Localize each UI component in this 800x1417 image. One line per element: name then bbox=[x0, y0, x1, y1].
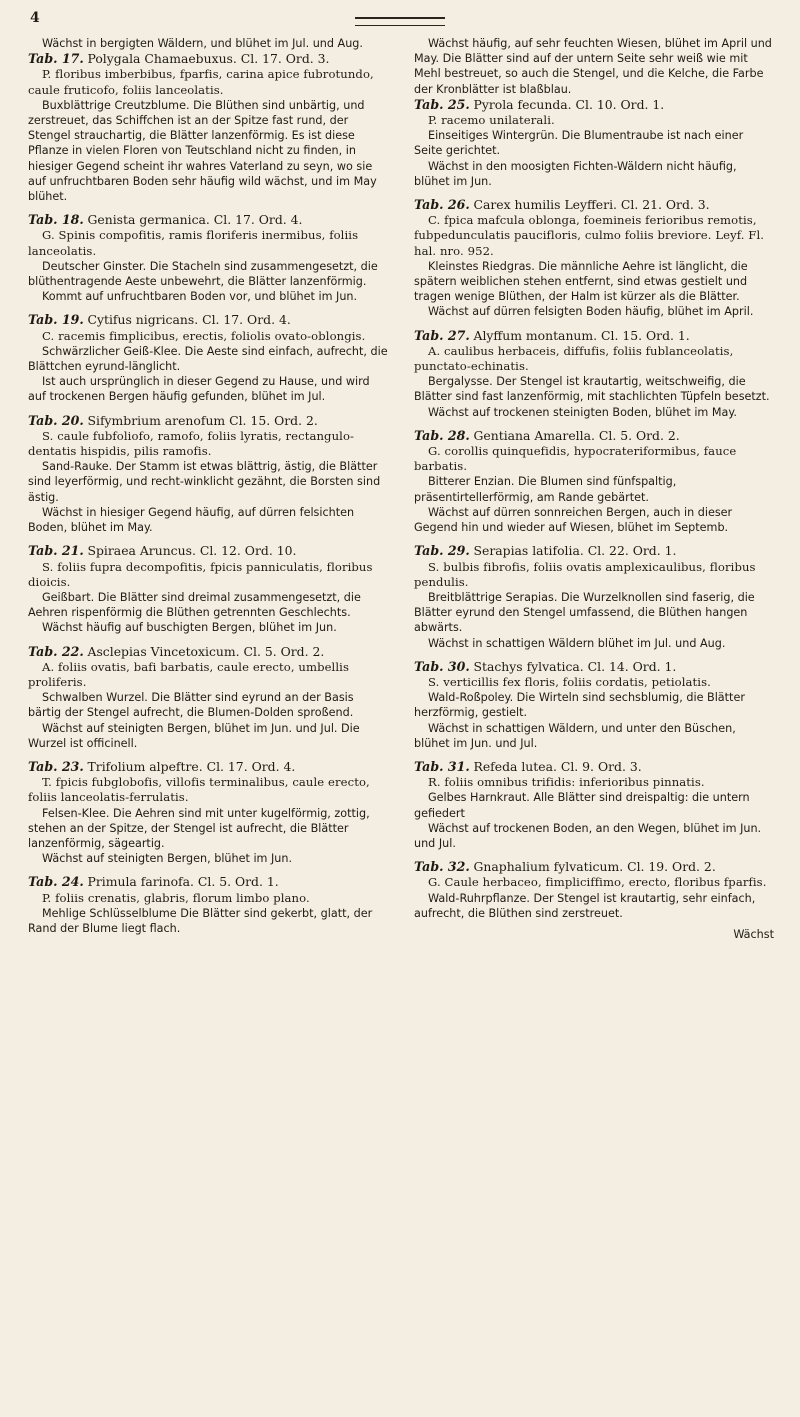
entry-heading bbox=[414, 543, 774, 559]
habitat-text: Wächst auf steinigten Bergen, blühet im Jun. und Jul. Die Wurzel ist officinell. bbox=[28, 721, 360, 750]
entry-heading bbox=[28, 312, 388, 328]
species-entry bbox=[414, 759, 774, 851]
latin-diagnosis: S. foliis fupra decompofitis, fpicis panniculatis, floribus dioicis. bbox=[28, 559, 373, 589]
entry-heading bbox=[414, 197, 774, 213]
entry-heading bbox=[414, 859, 774, 875]
tab-label: Tab. 32. bbox=[414, 859, 470, 875]
german-description: Kleinstes Riedgras. Die männliche Aehre ist länglicht, die spätern weiblichen stehen entfernt, sind etwas gestielt und tragen wenige Blüthen, der Halm ist kürzer als die Blätter. bbox=[414, 259, 748, 304]
tab-label: Tab. 21. bbox=[28, 543, 84, 559]
entry-heading bbox=[28, 51, 388, 67]
habitat-text: Wächst auf dürren felsigten Boden häufig, blühet im April. bbox=[428, 305, 754, 319]
left-entries bbox=[28, 51, 388, 936]
german-description: Schwalben Wurzel. Die Blätter sind eyrund an der Basis bärtig der Stengel aufrecht, die Blumen-Dolden sproßend. bbox=[28, 691, 354, 720]
tab-label: Tab. 29. bbox=[414, 543, 470, 559]
latin-diagnosis: A. foliis ovatis, bafi barbatis, caule erecto, umbellis proliferis. bbox=[28, 659, 350, 689]
species-entry bbox=[28, 312, 388, 404]
latin-diagnosis: C. fpica mafcula oblonga, foemineis ferioribus remotis, fubpedunculatis paucifloris, culmo foliis breviore. Leyf. Fl. hal. nro. 952. bbox=[414, 213, 765, 258]
habitat-text: Wächst in schattigen Wäldern blühet im Jul. und Aug. bbox=[428, 636, 726, 650]
species-name: Primula farinofa. Cl. 5. Ord. 1. bbox=[87, 874, 279, 890]
german-description: Buxblättrige Creutzblume. Die Blüthen sind unbärtig, und zerstreuet, das Schiffchen ist an der Spitze fast rund, der Stengel strauchartig, die Blätter lanzenförmig. Es ist diese Pflanze in vielen Floren von Teutschland nicht zu finden, in hiesiger Gegend scheint ihr wahres Vaterland zu seyn, wo sie auf unfruchtbaren Boden sehr häufig wild wächst, und im May blühet. bbox=[28, 98, 377, 204]
species-name: Genista germanica. Cl. 17. Ord. 4. bbox=[87, 212, 303, 228]
entry-heading bbox=[414, 97, 774, 113]
species-entry bbox=[28, 543, 388, 635]
entry-heading bbox=[28, 644, 388, 660]
species-entry bbox=[414, 859, 774, 921]
species-name: Spiraea Aruncus. Cl. 12. Ord. 10. bbox=[87, 543, 297, 559]
tab-label: Tab. 30. bbox=[414, 658, 470, 674]
german-description: Bitterer Enzian. Die Blumen sind fünfspaltig, präsentirtellerförmig, am Rande gebärtet. bbox=[414, 475, 677, 504]
latin-diagnosis: C. racemis fimplicibus, erectis, foliolis ovato-oblongis. bbox=[42, 328, 366, 343]
species-name: Polygala Chamaebuxus. Cl. 17. Ord. 3. bbox=[87, 51, 330, 67]
species-entry bbox=[414, 543, 774, 650]
latin-diagnosis: A. caulibus herbaceis, diffufis, foliis fublanceolatis, punctato-echinatis. bbox=[414, 343, 734, 374]
habitat-text: Ist auch ursprünglich in dieser Gegend zu Hause, und wird auf trockenen Bergen häufig gefunden, blühet im Jul. bbox=[28, 375, 370, 404]
habitat-text: Wächst häufig auf buschigten Bergen, blühet im Jun. bbox=[42, 621, 337, 635]
header-ornament bbox=[355, 17, 445, 26]
german-description: Schwärzlicher Geiß-Klee. Die Aeste sind einfach, aufrecht, die Blättchen eyrund-länglicht. bbox=[28, 344, 388, 374]
species-name: Cytifus nigricans. Cl. 17. Ord. 4. bbox=[87, 312, 291, 328]
habitat-text: Wächst auf trockenen steinigten Boden, blühet im May. bbox=[428, 405, 737, 419]
tab-label: Tab. 24. bbox=[28, 874, 84, 890]
habitat-text: Kommt auf unfruchtbaren Boden vor, und blühet im Jun. bbox=[42, 290, 358, 304]
page-number: 4 bbox=[30, 10, 40, 26]
right-column bbox=[414, 36, 774, 942]
german-description: Sand-Rauke. Der Stamm ist etwas blättrig, ästig, die Blätter sind leyerförmig, und recht-winklicht gezähnt, die Borsten sind ästig. bbox=[28, 460, 381, 504]
tab-label: Tab. 18. bbox=[28, 212, 84, 228]
latin-diagnosis: P. racemo unilaterali. bbox=[428, 113, 555, 128]
tab-label: Tab. 25. bbox=[414, 96, 470, 112]
entry-heading bbox=[414, 428, 774, 444]
german-description: Gelbes Harnkraut. Alle Blätter sind dreispaltig: die untern gefiedert bbox=[414, 791, 750, 820]
species-name: Pyrola fecunda. Cl. 10. Ord. 1. bbox=[473, 96, 665, 112]
species-name: Serapias latifolia. Cl. 22. Ord. 1. bbox=[473, 543, 677, 559]
entry-heading bbox=[414, 328, 774, 344]
continuation-text: Wächst in bergigten Wäldern, und blühet im Jul. und Aug. bbox=[42, 37, 363, 50]
entry-heading bbox=[28, 413, 388, 429]
entry-heading bbox=[28, 543, 388, 559]
tab-label: Tab. 27. bbox=[414, 327, 470, 343]
habitat-text: Wächst in schattigen Wäldern, und unter den Büschen, blühet im Jun. und Jul. bbox=[414, 721, 736, 750]
species-name: Sifymbrium arenofum Cl. 15. Ord. 2. bbox=[87, 412, 318, 428]
latin-diagnosis: G. Caule herbaceo, fimpliciffimo, erecto, floribus fparfis. bbox=[428, 875, 767, 890]
latin-diagnosis: S. bulbis fibrofis, foliis ovatis amplexicaulibus, floribus pendulis. bbox=[414, 559, 756, 589]
species-entry bbox=[414, 97, 774, 189]
species-entry bbox=[28, 874, 388, 936]
entry-heading bbox=[28, 212, 388, 228]
latin-diagnosis: R. foliis omnibus trifidis: inferioribus pinnatis. bbox=[428, 775, 705, 790]
species-name: Gnaphalium fylvaticum. Cl. 19. Ord. 2. bbox=[473, 859, 716, 875]
latin-diagnosis: P. floribus imberbibus, fparfis, carina apice fubrotundo, caule fruticofo, foliis lanceolatis. bbox=[28, 67, 374, 97]
species-entry bbox=[28, 51, 388, 204]
latin-diagnosis: G. Spinis compofitis, ramis floriferis inermibus, foliis lanceolatis. bbox=[28, 228, 359, 258]
species-entry bbox=[414, 328, 774, 420]
tab-label: Tab. 23. bbox=[28, 758, 84, 774]
species-entry bbox=[28, 759, 388, 866]
species-entry bbox=[414, 197, 774, 320]
species-name: Gentiana Amarella. Cl. 5. Ord. 2. bbox=[473, 427, 680, 443]
german-description: Deutscher Ginster. Die Stacheln sind zusammengesetzt, die blüthentragende Aeste unbewehrt, die Blätter lanzenförmig. bbox=[28, 259, 378, 289]
latin-diagnosis: T. fpicis fubglobofis, villofis terminalibus, caule erecto, foliis lanceolatis-ferrulatis. bbox=[28, 775, 370, 805]
latin-diagnosis: S. caule fubfoliofo, ramofo, foliis lyratis, rectangulo-dentatis hispidis, pilis ramofis. bbox=[28, 428, 355, 459]
right-entries bbox=[414, 97, 774, 921]
latin-diagnosis: P. foliis crenatis, glabris, florum limbo plano. bbox=[42, 890, 310, 905]
habitat-text: Wächst in den moosigten Fichten-Wäldern nicht häufig, blühet im Jun. bbox=[414, 159, 737, 188]
species-name: Alyffum montanum. Cl. 15. Ord. 1. bbox=[473, 327, 690, 343]
species-entry bbox=[414, 428, 774, 535]
species-name: Carex humilis Leyfferi. Cl. 21. Ord. 3. bbox=[473, 197, 710, 213]
german-description: Wald-Roßpoley. Die Wirteln sind sechsblumig, die Blätter herzförmig, gestielt. bbox=[414, 691, 745, 720]
entry-heading bbox=[28, 759, 388, 775]
tab-label: Tab. 19. bbox=[28, 312, 84, 328]
species-entry bbox=[414, 659, 774, 751]
habitat-text: Wächst auf trockenen Boden, an den Wegen, blühet im Jun. und Jul. bbox=[414, 821, 762, 850]
catchword: Wächst bbox=[733, 927, 774, 941]
latin-diagnosis: G. corollis quinquefidis, hypocrateriformibus, fauce barbatis. bbox=[414, 444, 737, 474]
continuation-text: Wächst häufig, auf sehr feuchten Wiesen, blühet im April und May. Die Blätter sind auf der untern Seite sehr weiß wie mit Mehl bestreuet, so auch die Stengel, und die Kelche, die Farbe der Kronblätter ist blaßblau. bbox=[414, 37, 772, 96]
left-column bbox=[28, 36, 388, 944]
species-entry bbox=[28, 413, 388, 536]
tab-label: Tab. 20. bbox=[28, 412, 84, 428]
species-name: Refeda lutea. Cl. 9. Ord. 3. bbox=[473, 758, 642, 774]
german-description: Breitblättrige Serapias. Die Wurzelknollen sind faserig, die Blätter eyrund den Stengel umfassend, die Blüthen hangen abwärts. bbox=[414, 590, 755, 635]
entry-heading bbox=[414, 759, 774, 775]
tab-label: Tab. 31. bbox=[414, 758, 470, 774]
german-description: Wald-Ruhrpflanze. Der Stengel ist krautartig, sehr einfach, aufrecht, die Blüthen sind zerstreuet. bbox=[414, 891, 756, 920]
tab-label: Tab. 26. bbox=[414, 197, 470, 213]
entry-heading bbox=[414, 659, 774, 675]
species-entry bbox=[28, 212, 388, 304]
german-description: Bergalysse. Der Stengel ist krautartig, weitschweifig, die Blätter sind fast lanzenförmig, mit stachlichten Tüpfeln besetzt. bbox=[414, 375, 770, 404]
tab-label: Tab. 28. bbox=[414, 427, 470, 443]
tab-label: Tab. 17. bbox=[28, 51, 84, 67]
german-description: Einseitiges Wintergrün. Die Blumentraube ist nach einer Seite gerichtet. bbox=[414, 129, 744, 158]
habitat-text: Wächst auf dürren sonnreichen Bergen, auch in dieser Gegend hin und wieder auf Wiesen, blühet im Septemb. bbox=[414, 505, 733, 535]
german-description: Geißbart. Die Blätter sind dreimal zusammengesetzt, die Aehren rispenförmig die Blüthen getrennten Geschlechts. bbox=[28, 590, 361, 620]
entry-heading bbox=[28, 874, 388, 890]
tab-label: Tab. 22. bbox=[28, 643, 84, 659]
species-name: Asclepias Vincetoxicum. Cl. 5. Ord. 2. bbox=[87, 643, 325, 659]
species-entry bbox=[28, 644, 388, 751]
habitat-text: Wächst in hiesiger Gegend häufig, auf dürren felsichten Boden, blühet im May. bbox=[28, 505, 355, 535]
german-description: Felsen-Klee. Die Aehren sind mit unter kugelförmig, zottig, stehen an der Spitze, der Stengel ist aufrecht, die Blätter lanzenförmig, sägeartig. bbox=[28, 806, 370, 850]
habitat-text: Wächst auf steinigten Bergen, blühet im Jun. bbox=[42, 852, 293, 866]
species-name: Trifolium alpeftre. Cl. 17. Ord. 4. bbox=[87, 758, 296, 774]
latin-diagnosis: S. verticillis fex floris, foliis cordatis, petiolatis. bbox=[428, 674, 711, 689]
page-header bbox=[30, 10, 770, 32]
species-name: Stachys fylvatica. Cl. 14. Ord. 1. bbox=[473, 658, 677, 674]
german-description: Mehlige Schlüsselblume Die Blätter sind gekerbt, glatt, der Rand der Blume liegt flach. bbox=[28, 906, 373, 935]
